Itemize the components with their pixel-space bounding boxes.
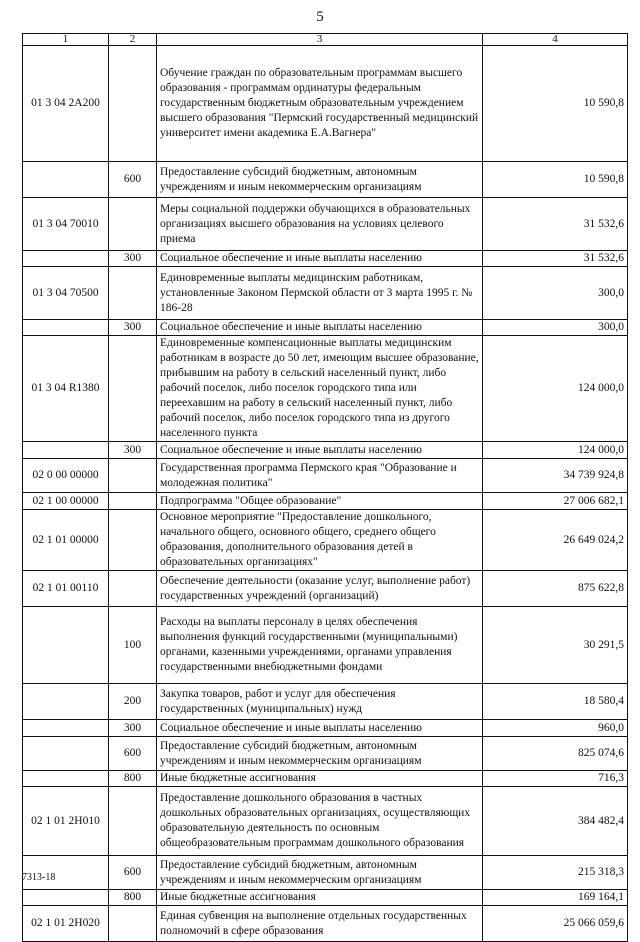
amount-cell: 169 164,1 (483, 890, 628, 906)
item-name-cell: Меры социальной поддержки обучающихся в образовательных организациях высшего образования на условиях целевого приема (157, 198, 483, 251)
item-name-cell: Закупка товаров, работ и услуг для обеспечения государственных (муниципальных) нужд (157, 684, 483, 720)
table-row (23, 267, 628, 320)
expense-type-cell: 300 (109, 720, 157, 737)
amount-cell: 10 590,8 (483, 46, 628, 162)
expense-type-cell: 600 (109, 856, 157, 890)
classification-code-cell (23, 771, 109, 787)
classification-code-cell (23, 737, 109, 771)
classification-code-cell: 02 1 00 00000 (23, 493, 109, 510)
table-row (23, 510, 628, 571)
table-row (23, 459, 628, 493)
expense-type-cell (109, 493, 157, 510)
item-name-cell: Обеспечение деятельности (оказание услуг, выполнение работ) государственных учреждений (организаций) (157, 571, 483, 607)
amount-cell: 215 318,3 (483, 856, 628, 890)
amount-cell: 960,0 (483, 720, 628, 737)
expense-type-cell: 600 (109, 162, 157, 198)
classification-code-cell: 02 1 01 2H020 (23, 906, 109, 942)
table-row (23, 493, 628, 510)
amount-cell: 34 739 924,8 (483, 459, 628, 493)
item-name-cell: Социальное обеспечение и иные выплаты населению (157, 320, 483, 336)
expense-type-cell: 100 (109, 607, 157, 684)
amount-cell: 10 590,8 (483, 162, 628, 198)
item-name-cell: Единовременные выплаты медицинским работникам, установленные Законом Пермской области от 3 марта 1995 г. № 186-28 (157, 267, 483, 320)
item-name-cell: Обучение граждан по образовательным программам высшего образования - программам ординатуры федеральным государственным бюджетным образовательным учреждением высшего образования "Пермский государственный медицинский университет имени академика Е.А.Вагнера" (157, 46, 483, 162)
table-row (23, 771, 628, 787)
column-header-4: 4 (483, 34, 628, 46)
expense-type-cell (109, 46, 157, 162)
expense-type-cell (109, 510, 157, 571)
amount-cell: 384 482,4 (483, 787, 628, 856)
item-name-cell: Подпрограмма "Общее образование" (157, 493, 483, 510)
classification-code-cell (23, 320, 109, 336)
table-row (23, 198, 628, 251)
amount-cell: 26 649 024,2 (483, 510, 628, 571)
classification-code-cell: 01 3 04 70010 (23, 198, 109, 251)
table-row (23, 890, 628, 906)
table-row (23, 46, 628, 162)
column-header-3: 3 (157, 34, 483, 46)
item-name-cell: Предоставление субсидий бюджетным, автономным учреждениям и иным некоммерческим организациям (157, 162, 483, 198)
expense-type-cell (109, 571, 157, 607)
amount-cell: 825 074,6 (483, 737, 628, 771)
amount-cell: 31 532,6 (483, 198, 628, 251)
table-row (23, 607, 628, 684)
expense-type-cell (109, 459, 157, 493)
amount-cell: 25 066 059,6 (483, 906, 628, 942)
classification-code-cell: 02 1 01 00110 (23, 571, 109, 607)
classification-code-cell (23, 890, 109, 906)
item-name-cell: Предоставление дошкольного образования в частных дошкольных образовательных организациях, осуществляющих образовательную деятельность по основным общеобразовательным программам дошкольного образования (157, 787, 483, 856)
page-number: 5 (316, 9, 324, 25)
classification-code-cell (23, 720, 109, 737)
amount-cell: 31 532,6 (483, 251, 628, 267)
table-row (23, 336, 628, 442)
expense-type-cell: 800 (109, 771, 157, 787)
table-row (23, 906, 628, 942)
table-row (23, 720, 628, 737)
expense-type-cell (109, 787, 157, 856)
expense-type-cell: 300 (109, 251, 157, 267)
table-row (23, 442, 628, 459)
classification-code-cell: 02 0 00 00000 (23, 459, 109, 493)
table-row (23, 856, 628, 890)
expense-type-cell (109, 336, 157, 442)
amount-cell: 30 291,5 (483, 607, 628, 684)
classification-code-cell (23, 162, 109, 198)
table-row (23, 320, 628, 336)
table-row (23, 684, 628, 720)
table-row (23, 787, 628, 856)
budget-table-body (23, 46, 628, 942)
budget-table (22, 33, 628, 942)
table-row (23, 571, 628, 607)
expense-type-cell (109, 198, 157, 251)
item-name-cell: Государственная программа Пермского края "Образование и молодежная политика" (157, 459, 483, 493)
item-name-cell: Социальное обеспечение и иные выплаты населению (157, 251, 483, 267)
item-name-cell: Основное мероприятие "Предоставление дошкольного, начального общего, основного общего, среднего общего образования, дополнительного образования детей в образовательных организациях" (157, 510, 483, 571)
column-number-row (23, 34, 628, 46)
item-name-cell: Единовременные компенсационные выплаты медицинским работникам в возрасте до 50 лет, имеющим высшее образование, прибывшим на работу в сельский населенный пункт, либо рабочий поселок, либо поселок городского типа или переехавшим на работу в сельский населенный пункт, либо рабочий поселок, либо поселок городского типа из другого населенного пункта (157, 336, 483, 442)
classification-code-cell: 02 1 01 00000 (23, 510, 109, 571)
item-name-cell: Предоставление субсидий бюджетным, автономным учреждениям и иным некоммерческим организациям (157, 856, 483, 890)
amount-cell: 18 580,4 (483, 684, 628, 720)
expense-type-cell: 300 (109, 320, 157, 336)
item-name-cell: Социальное обеспечение и иные выплаты населению (157, 442, 483, 459)
table-row (23, 162, 628, 198)
amount-cell: 124 000,0 (483, 442, 628, 459)
amount-cell: 875 622,8 (483, 571, 628, 607)
expense-type-cell: 300 (109, 442, 157, 459)
amount-cell: 124 000,0 (483, 336, 628, 442)
classification-code-cell: 01 3 04 R1380 (23, 336, 109, 442)
column-header-1: 1 (23, 34, 109, 46)
expense-type-cell (109, 906, 157, 942)
amount-cell: 300,0 (483, 267, 628, 320)
classification-code-cell (23, 251, 109, 267)
item-name-cell: Предоставление субсидий бюджетным, автономным учреждениям и иным некоммерческим организациям (157, 737, 483, 771)
column-header-2: 2 (109, 34, 157, 46)
expense-type-cell: 200 (109, 684, 157, 720)
table-row (23, 251, 628, 267)
item-name-cell: Расходы на выплаты персоналу в целях обеспечения выполнения функций государственными (муниципальными) органами, казенными учреждениями, органами управления государственными внебюджетными фондами (157, 607, 483, 684)
classification-code-cell: 01 3 04 70500 (23, 267, 109, 320)
item-name-cell: Социальное обеспечение и иные выплаты населению (157, 720, 483, 737)
item-name-cell: Иные бюджетные ассигнования (157, 890, 483, 906)
expense-type-cell: 800 (109, 890, 157, 906)
document-code: 7313-18 (22, 872, 56, 883)
table-row (23, 737, 628, 771)
expense-type-cell: 600 (109, 737, 157, 771)
classification-code-cell: 01 3 04 2A200 (23, 46, 109, 162)
item-name-cell: Единая субвенция на выполнение отдельных государственных полномочий в сфере образования (157, 906, 483, 942)
classification-code-cell (23, 684, 109, 720)
classification-code-cell (23, 442, 109, 459)
classification-code-cell: 02 1 01 2H010 (23, 787, 109, 856)
item-name-cell: Иные бюджетные ассигнования (157, 771, 483, 787)
amount-cell: 300,0 (483, 320, 628, 336)
expense-type-cell (109, 267, 157, 320)
classification-code-cell (23, 607, 109, 684)
amount-cell: 27 006 682,1 (483, 493, 628, 510)
amount-cell: 716,3 (483, 771, 628, 787)
